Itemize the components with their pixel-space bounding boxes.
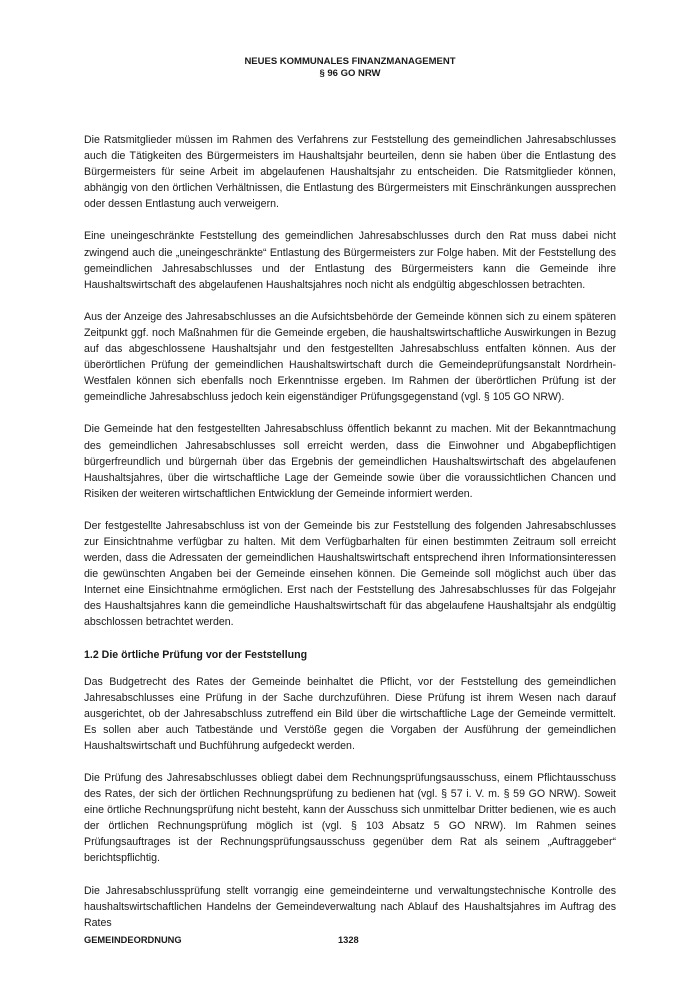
page-header	[0, 56, 700, 79]
paragraph: Eine uneingeschränkte Feststellung des gemeindlichen Jahresabschlusses durch den Rat muss dabei nicht zwingend auch die „uneingeschränkte“ Entlastung des Bürgermeisters zur Folge haben. Mit der Feststellung des gemeindlichen Jahresabschlusses und der Entlastung des Bürgermeisters kann die Gemeinde ihre Haushaltswirtschaft des abgelaufenen Haushaltsjahres noch nicht als endgültig abgeschlossen betrachten.	[84, 230, 616, 291]
paragraph: Das Budgetrecht des Rates der Gemeinde beinhaltet die Pflicht, vor der Feststellung des gemeindlichen Jahresabschlusses eine Prüfung in der Sache durchzuführen. Diese Prüfung ist ihrem Wesen nach darauf ausgerichtet, ob der Jahresabschluss zutreffend ein Bild über die wirtschaftliche Lage der Gemeinde vermittelt. Es sollen aber auch Tatbestände und Verstöße gegen die Vorgaben der Ausführung der gemeindlichen Haushaltswirtschaft und Buchführung aufgedeckt werden.	[84, 675, 616, 752]
paragraph: Die Ratsmitglieder müssen im Rahmen des Verfahrens zur Feststellung des gemeindlichen Jahresabschlusses auch die Tätigkeiten des Bürgermeisters im Haushaltsjahr beurteilen, denn sie haben über die Entlastung des Bürgermeisters für seine Arbeit im abgelaufenen Haushaltsjahr zu entscheiden. Die Ratsmitglieder können, abhängig von den örtlichen Verhältnissen, die Entlastung des Bürgermeisters mit Einschränkungen aussprechen oder dessen Entlastung auch verweigern.	[84, 134, 616, 211]
paragraph: Der festgestellte Jahresabschluss ist von der Gemeinde bis zur Feststellung des folgenden Jahresabschlusses zur Einsichtnahme verfügbar zu halten. Mit dem Verfügbarhalten für einen bestimmten Zeitraum soll erreicht werden, dass die Adressaten der gemeindlichen Haushaltswirtschaft entsprechend ihren Informationsinteressen die gewünschten Angaben bei der Gemeinde einsehen können. Die Gemeinde soll möglichst auch über das Internet eine Einsichtnahme ermöglichen. Erst nach der Feststellung des Jahresabschlusses für das Folgejahr des Haushaltsjahres kann die gemeindliche Haushaltswirtschaft für das abgelaufene Haushaltsjahr als endgültig abschlossen betrachtet werden.	[84, 519, 616, 629]
paragraph: Die Prüfung des Jahresabschlusses obliegt dabei dem Rechnungsprüfungsausschuss, einem Pflichtausschuss des Rates, der sich der örtlichen Rechnungsprüfung zu bedienen hat (vgl. § 57 i. V. m. § 59 GO NRW). Soweit eine örtliche Rechnungsprüfung nicht besteht, kann der Ausschuss sich unmittelbar Dritter bedienen, wie es auch der örtlichen Rechnungsprüfung möglich ist (vgl. § 103 Absatz 5 GO NRW). Im Rahmen seines Prüfungsauftrages ist der Rechnungsprüfungsausschuss gegenüber dem Rat als seinem „Auftraggeber“ berichtspflichtig.	[84, 772, 616, 865]
header-title: NEUES KOMMUNALES FINANZMANAGEMENT	[244, 56, 456, 67]
paragraph: Die Jahresabschlussprüfung stellt vorrangig eine gemeindeinterne und verwaltungstechnische Kontrolle des haushaltswirtschaftlichen Handelns der Gemeindeverwaltung nach Ablauf des Haushaltsjahres im Auftrag des Rates	[84, 884, 616, 929]
paragraph: Aus der Anzeige des Jahresabschlusses an die Aufsichtsbehörde der Gemeinde können sich zu einem späteren Zeitpunkt ggf. noch Maßnahmen für die Gemeinde ergeben, die haushaltswirtschaftliche Auswirkungen in Bezug auf das abgeschlossene Haushaltsjahr und den festgestellten Jahresabschluss entfalten können. Aus der überörtlichen Prüfung der gemeindlichen Haushaltswirtschaft durch die Gemeindeprüfungsanstalt Nordrhein-Westfalen können sich ebenfalls noch Erkenntnisse ergeben. Im Rahmen der überörtlichen Prüfung ist der gemeindliche Jahresabschluss jedoch kein eigenständiger Prüfungsgegenstand (vgl. § 105 GO NRW).	[84, 310, 616, 404]
document-body	[84, 132, 616, 947]
paragraph: Die Gemeinde hat den festgestellten Jahresabschluss öffentlich bekannt zu machen. Mit der Bekanntmachung des gemeindlichen Jahresabschlusses soll erreicht werden, dass die Einwohner und Abgabepflichtigen bürgerfreundlich und bürgernah über das Ergebnis der gemeindlichen Haushaltswirtschaft des abgelaufenen Haushaltsjahres, über die wirtschaftliche Lage der Gemeinde sowie über die voraussichtlichen Chancen und Risiken der weiteren wirtschaftlichen Entwicklung der Gemeinde informiert werden.	[84, 423, 616, 500]
section-heading: 1.2 Die örtliche Prüfung vor der Feststellung	[84, 648, 308, 661]
header-section-ref: § 96 GO NRW	[319, 67, 381, 79]
footer-title: GEMEINDEORDNUNG	[84, 935, 182, 945]
page-number: 1328	[338, 935, 359, 945]
